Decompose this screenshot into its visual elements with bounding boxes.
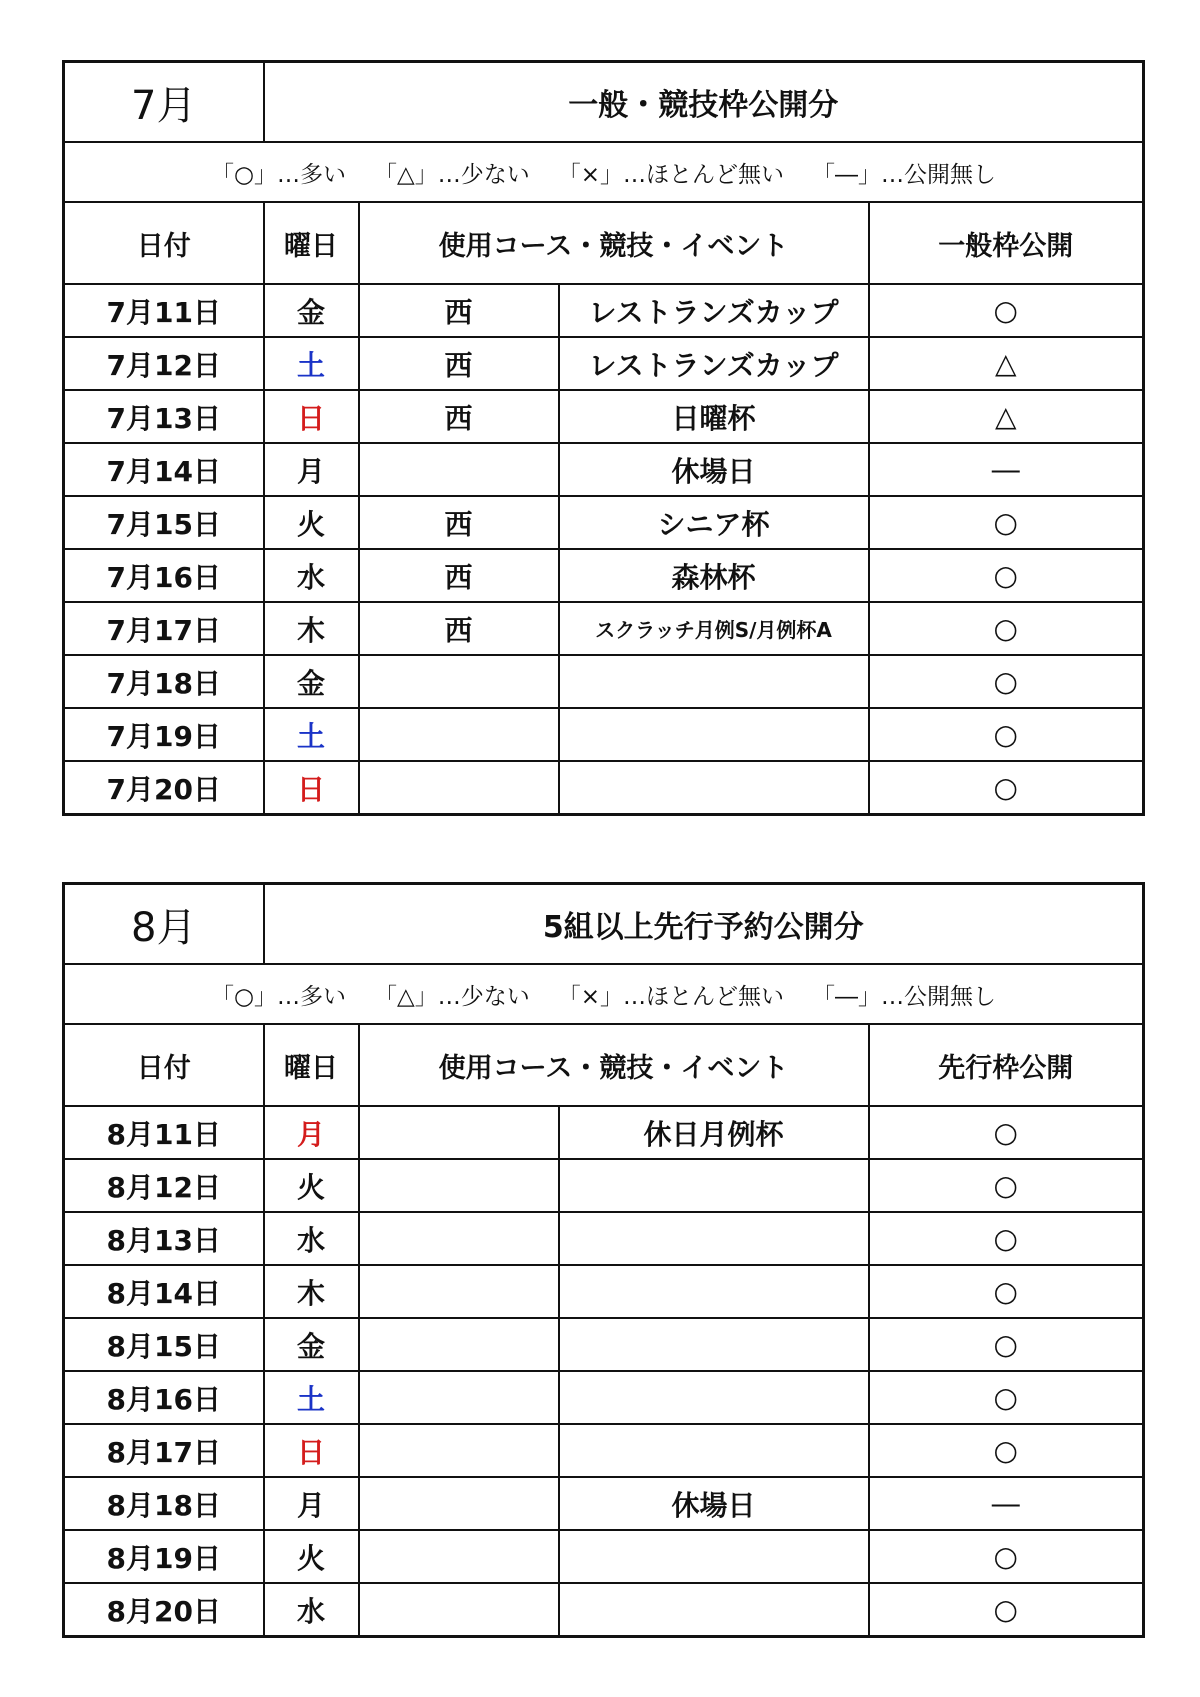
date-cell: 7月20日 (64, 761, 264, 815)
weekday-cell: 日 (264, 761, 359, 815)
weekday-cell: 木 (264, 602, 359, 655)
availability-mark: ○ (869, 761, 1144, 815)
event-cell (559, 761, 869, 815)
event-cell (559, 1318, 869, 1371)
course-cell (359, 1530, 559, 1583)
course-cell (359, 1477, 559, 1530)
event-cell: シニア杯 (559, 496, 869, 549)
table-row (64, 1106, 1144, 1159)
legend-almost-none: 「×」…ほとんど無い (557, 161, 785, 188)
availability-mark: ○ (869, 1159, 1144, 1212)
weekday-cell: 水 (264, 1583, 359, 1637)
date-cell: 7月14日 (64, 443, 264, 496)
date-cell: 7月17日 (64, 602, 264, 655)
table-row (64, 337, 1144, 390)
july-legend-row (64, 142, 1144, 202)
availability-mark: ― (869, 443, 1144, 496)
course-cell (359, 1318, 559, 1371)
weekday-cell: 月 (264, 443, 359, 496)
date-cell: 8月14日 (64, 1265, 264, 1318)
course-cell: 西 (359, 602, 559, 655)
availability-mark: ○ (869, 1424, 1144, 1477)
availability-mark: △ (869, 337, 1144, 390)
availability-mark: ○ (869, 496, 1144, 549)
date-cell: 7月15日 (64, 496, 264, 549)
header-weekday: 曜日 (264, 202, 359, 284)
course-cell: 西 (359, 496, 559, 549)
course-cell (359, 443, 559, 496)
date-cell: 8月11日 (64, 1106, 264, 1159)
availability-mark: ○ (869, 708, 1144, 761)
date-cell: 8月15日 (64, 1318, 264, 1371)
legend (64, 964, 1144, 1024)
table-row (64, 1530, 1144, 1583)
weekday-cell: 火 (264, 1530, 359, 1583)
weekday-cell: 土 (264, 1371, 359, 1424)
weekday-cell: 土 (264, 337, 359, 390)
table-row (64, 761, 1144, 815)
event-cell (559, 655, 869, 708)
table-row (64, 390, 1144, 443)
header-date: 日付 (64, 202, 264, 284)
table-row (64, 1318, 1144, 1371)
date-cell: 8月20日 (64, 1583, 264, 1637)
course-cell: 西 (359, 284, 559, 337)
legend-few: 「△」…少ない (374, 161, 530, 188)
header-availability: 先行枠公開 (869, 1024, 1144, 1106)
weekday-cell: 金 (264, 284, 359, 337)
availability-mark: ○ (869, 1265, 1144, 1318)
course-cell (359, 761, 559, 815)
date-cell: 8月12日 (64, 1159, 264, 1212)
august-schedule-table (62, 882, 1145, 1638)
weekday-cell: 日 (264, 1424, 359, 1477)
availability-mark: ○ (869, 1371, 1144, 1424)
weekday-cell: 月 (264, 1106, 359, 1159)
table-row (64, 655, 1144, 708)
table-row (64, 496, 1144, 549)
date-cell: 8月19日 (64, 1530, 264, 1583)
course-cell (359, 1106, 559, 1159)
event-cell: 休場日 (559, 1477, 869, 1530)
event-cell (559, 1530, 869, 1583)
event-cell (559, 1212, 869, 1265)
month-label: 7月 (64, 62, 264, 143)
july-header-row (64, 202, 1144, 284)
course-cell (359, 1159, 559, 1212)
header-course-event: 使用コース・競技・イベント (359, 202, 869, 284)
date-cell: 8月16日 (64, 1371, 264, 1424)
date-cell: 7月12日 (64, 337, 264, 390)
date-cell: 7月18日 (64, 655, 264, 708)
header-course-event: 使用コース・競技・イベント (359, 1024, 869, 1106)
event-cell (559, 1424, 869, 1477)
weekday-cell: 金 (264, 655, 359, 708)
availability-mark: ○ (869, 284, 1144, 337)
table-row (64, 443, 1144, 496)
date-cell: 8月18日 (64, 1477, 264, 1530)
event-cell (559, 1265, 869, 1318)
date-cell: 7月13日 (64, 390, 264, 443)
weekday-cell: 水 (264, 1212, 359, 1265)
table-row (64, 549, 1144, 602)
weekday-cell: 金 (264, 1318, 359, 1371)
availability-mark: ○ (869, 549, 1144, 602)
course-cell (359, 1371, 559, 1424)
course-cell (359, 708, 559, 761)
table-row (64, 1212, 1144, 1265)
weekday-cell: 日 (264, 390, 359, 443)
august-legend-row (64, 964, 1144, 1024)
course-cell (359, 1583, 559, 1637)
course-cell (359, 1265, 559, 1318)
weekday-cell: 月 (264, 1477, 359, 1530)
table-row (64, 1583, 1144, 1637)
availability-mark: ○ (869, 1583, 1144, 1637)
table-row (64, 284, 1144, 337)
month-label: 8月 (64, 884, 264, 965)
table-row (64, 1159, 1144, 1212)
event-cell (559, 1159, 869, 1212)
header-weekday: 曜日 (264, 1024, 359, 1106)
availability-mark: ○ (869, 1318, 1144, 1371)
header-availability: 一般枠公開 (869, 202, 1144, 284)
table-row (64, 1424, 1144, 1477)
course-cell (359, 1424, 559, 1477)
weekday-cell: 水 (264, 549, 359, 602)
availability-mark: ○ (869, 1530, 1144, 1583)
august-title-row (64, 884, 1144, 965)
date-cell: 7月11日 (64, 284, 264, 337)
event-cell: レストランズカップ (559, 284, 869, 337)
availability-mark: ○ (869, 655, 1144, 708)
legend-many: 「○」…多い (210, 161, 347, 188)
weekday-cell: 木 (264, 1265, 359, 1318)
weekday-cell: 土 (264, 708, 359, 761)
date-cell: 8月13日 (64, 1212, 264, 1265)
course-cell (359, 1212, 559, 1265)
header-date: 日付 (64, 1024, 264, 1106)
availability-mark: △ (869, 390, 1144, 443)
august-header-row (64, 1024, 1144, 1106)
table-row (64, 1265, 1144, 1318)
event-cell (559, 1371, 869, 1424)
course-cell: 西 (359, 390, 559, 443)
course-cell (359, 655, 559, 708)
event-cell: レストランズカップ (559, 337, 869, 390)
event-cell: スクラッチ月例S/月例杯A (559, 602, 869, 655)
table-title: 5組以上先行予約公開分 (264, 884, 1144, 965)
weekday-cell: 火 (264, 496, 359, 549)
availability-mark: ○ (869, 1106, 1144, 1159)
table-title: 一般・競技枠公開分 (264, 62, 1144, 143)
event-cell: 休場日 (559, 443, 869, 496)
august-table-body (64, 884, 1144, 1637)
availability-mark: ○ (869, 1212, 1144, 1265)
july-table-body (64, 62, 1144, 815)
event-cell (559, 708, 869, 761)
table-row (64, 602, 1144, 655)
legend-not-open: 「―」…公開無し (812, 161, 997, 188)
legend-few: 「△」…少ない (374, 983, 530, 1010)
date-cell: 8月17日 (64, 1424, 264, 1477)
availability-mark: ○ (869, 602, 1144, 655)
date-cell: 7月16日 (64, 549, 264, 602)
event-cell: 日曜杯 (559, 390, 869, 443)
course-cell: 西 (359, 337, 559, 390)
date-cell: 7月19日 (64, 708, 264, 761)
july-schedule-table (62, 60, 1145, 816)
availability-mark: ― (869, 1477, 1144, 1530)
legend-many: 「○」…多い (210, 983, 347, 1010)
course-cell: 西 (359, 549, 559, 602)
legend-not-open: 「―」…公開無し (812, 983, 997, 1010)
table-row (64, 1371, 1144, 1424)
event-cell: 森林杯 (559, 549, 869, 602)
july-title-row (64, 62, 1144, 143)
event-cell: 休日月例杯 (559, 1106, 869, 1159)
table-row (64, 1477, 1144, 1530)
weekday-cell: 火 (264, 1159, 359, 1212)
legend-almost-none: 「×」…ほとんど無い (557, 983, 785, 1010)
event-cell (559, 1583, 869, 1637)
legend (64, 142, 1144, 202)
table-row (64, 708, 1144, 761)
